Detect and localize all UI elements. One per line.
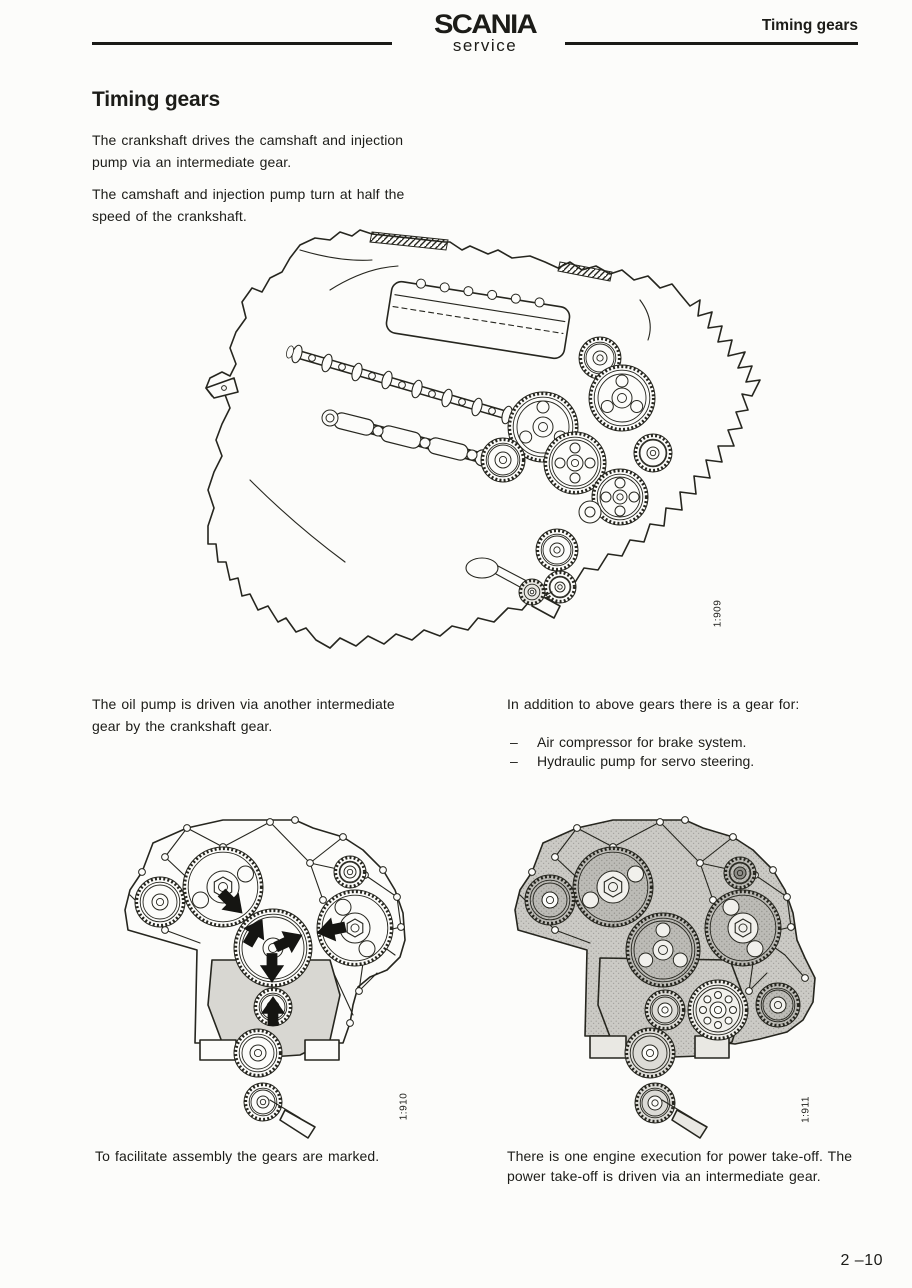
oil-pump-drive-gear [625,1028,675,1078]
page-number: 2 –10 [840,1252,883,1269]
intermediate-gear [626,913,700,987]
list-item-hydraulic-pump [510,752,882,771]
crankshaft-gear [536,529,578,571]
caption-left-figure: To facilitate assembly the gears are marked. [95,1148,380,1164]
auxiliary-gear-left [525,875,575,925]
injection-pump-gear [589,365,655,431]
camshaft-gear [183,847,263,927]
timing-cover-pto-figure [495,815,840,1140]
header-rule-right [565,42,858,45]
pto-intermediate-gear [756,983,800,1027]
crankshaft-nose-gear [481,438,525,482]
oil-pump-drive-gear [234,1029,282,1077]
caption-right-figure: There is one engine execution for power take-off. The power take-off is driven via an intermediate gear. [507,1148,853,1184]
auxiliary-gear-left [135,877,185,927]
oil-pump-idler-gear [544,571,576,603]
intro-paragraph-1: The crankshaft drives the camshaft and injection pump via an intermediate gear. [92,132,404,170]
mounting-foot-left [590,1036,626,1058]
brand-wordmark: SCANIA [433,9,537,39]
dash-bullet: – [510,753,518,769]
crankshaft-gear [645,990,685,1030]
list-item-text: Hydraulic pump for servo steering. [537,753,755,769]
column-right-intro: In addition to above gears there is a gear for: [507,696,800,712]
figure-number-right: 1:911 [800,1096,812,1123]
auxiliary-gear-top-right [334,856,366,888]
page-title: Timing gears [92,88,220,111]
idler-hub [579,501,601,523]
figure-number-main: 1:909 [712,599,724,628]
figure-number-left: 1:910 [398,1092,410,1121]
column-left-paragraph: The oil pump is driven via another intermediate gear by the crankshaft gear. [92,696,395,734]
engine-outline [206,230,760,648]
oil-pump-gear [519,579,545,605]
mounting-foot-left [200,1040,236,1060]
oil-pump-gear [635,1083,675,1123]
intro-paragraph-2: The camshaft and injection pump turn at half the speed of the crankshaft. [92,186,405,224]
brand-service-label: service [452,36,518,55]
list-item-air-compressor [510,733,882,752]
header-section-title: Timing gears [761,17,858,34]
brand-logo [410,11,560,55]
hydraulic-pump-gear [634,434,672,472]
auxiliary-gear-top-right [724,857,756,889]
mounting-foot-right [305,1040,339,1060]
injection-pump-gear [705,890,781,966]
list-item-text: Air compressor for brake system. [537,734,747,750]
engine-timing-gears-figure [195,226,775,654]
header-rule-left [92,42,392,45]
dash-bullet: – [510,734,518,750]
oil-pump-gear [244,1083,282,1121]
power-take-off-gear [688,980,748,1040]
camshaft-gear [573,847,653,927]
